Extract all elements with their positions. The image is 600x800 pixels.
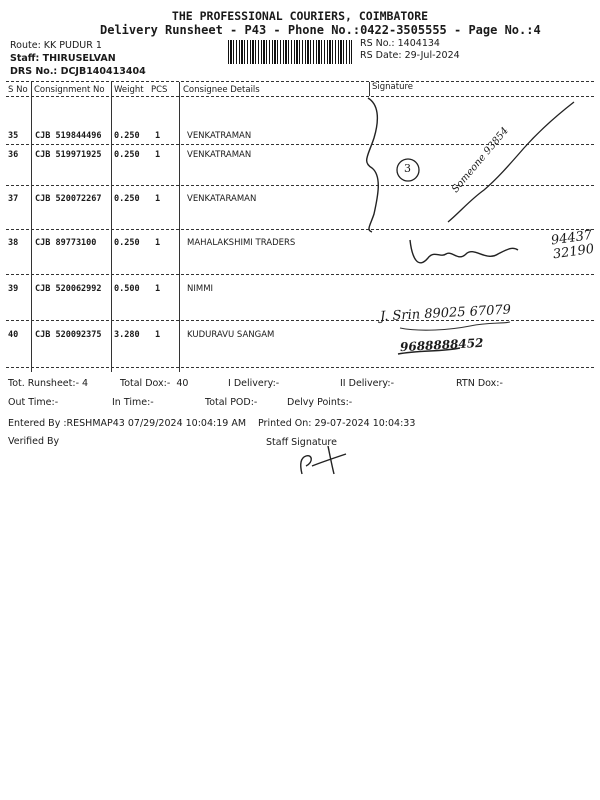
row-weight: 3.280: [114, 330, 140, 340]
row-sno: 36: [8, 150, 19, 160]
row-consignment: CJB 519844496: [35, 131, 102, 141]
company-name: THE PROFESSIONAL COURIERS, COIMBATORE: [171, 9, 429, 23]
row-weight: 0.250: [114, 131, 140, 141]
row-consignment: CJB 520062992: [35, 284, 102, 294]
row-consignment: CJB 519971925: [35, 150, 102, 160]
row-consignee: VENKATRAMAN: [187, 150, 252, 160]
handwritten-phone: 94437 32190: [550, 227, 596, 263]
row-consignment: CJB 520072267: [35, 194, 102, 204]
row-weight: 0.250: [114, 194, 140, 204]
handwritten-phone: 9688888452: [399, 335, 484, 355]
row-consignee: NIMMI: [187, 284, 214, 294]
row-consignee: VENKATARAMAN: [187, 194, 257, 204]
circled-number: 3: [404, 162, 411, 175]
row-pcs: 1: [155, 150, 161, 160]
row-consignee: KUDURAVU SANGAM: [187, 330, 275, 340]
row-weight: 0.250: [114, 150, 140, 160]
row-pcs: 1: [155, 330, 161, 340]
col-header-consignee: Consignee Details: [183, 85, 260, 95]
row-pcs: 1: [155, 284, 161, 294]
handwritten-note: Someone 93854: [450, 125, 511, 196]
entered-by: Entered By :RESHMAP43 07/29/2024 10:04:19 AM: [8, 418, 247, 429]
drs-value: DCJB140413404: [60, 66, 146, 77]
row-sno: 37: [8, 194, 19, 204]
ii-delivery: II Delivery:-: [340, 378, 394, 389]
staff-signature-label: Staff Signature: [266, 437, 337, 448]
rs-date: RS Date: 29-Jul-2024: [360, 50, 460, 61]
col-header-weight: Weight: [114, 85, 144, 95]
row-consignment: CJB 89773100: [35, 238, 97, 248]
row-weight: 0.250: [114, 238, 140, 248]
out-time: Out Time:-: [8, 397, 59, 408]
col-header-pcs: PCS: [151, 85, 168, 95]
drs-label: DRS No.:: [10, 66, 58, 77]
row-sno: 39: [8, 284, 19, 294]
printed-on: Printed On: 29-07-2024 10:04:33: [258, 418, 416, 429]
rs-number: RS No.: 1404134: [360, 38, 440, 49]
row-pcs: 1: [155, 131, 161, 141]
total-dox: Total Dox:- 40: [120, 378, 189, 389]
row-pcs: 1: [155, 194, 161, 204]
rtn-dox: RTN Dox:-: [456, 378, 503, 389]
in-time: In Time:-: [112, 397, 154, 408]
route: Route: KK PUDUR 1: [10, 40, 102, 51]
staff: Staff: THIRUSELVAN: [10, 53, 116, 64]
runsheet-title: Delivery Runsheet - P43 - Phone No.:0422-3505555 - Page No.:4: [100, 23, 541, 37]
row-sno: 35: [8, 131, 19, 141]
handwritten-receiver: J. Srin 89025 67079: [379, 302, 512, 325]
col-header-signature: Signature: [372, 82, 414, 92]
row-consignment: CJB 520092375: [35, 330, 102, 340]
row-pcs: 1: [155, 238, 161, 248]
col-header-sno: S No: [8, 85, 28, 95]
row-sno: 40: [8, 330, 19, 340]
row-sno: 38: [8, 238, 19, 248]
row-consignee: MAHALAKSHIMI TRADERS: [187, 238, 296, 248]
delivery-points: Delvy Points:-: [287, 397, 353, 408]
verified-by: Verified By: [8, 436, 60, 447]
row-consignee: VENKATRAMAN: [187, 131, 252, 141]
total-pod: Total POD:-: [205, 397, 258, 408]
total-runsheet: Tot. Runsheet:- 4: [8, 378, 89, 389]
i-delivery: I Delivery:-: [228, 378, 280, 389]
col-header-consignment: Consignment No: [34, 85, 105, 95]
row-weight: 0.500: [114, 284, 140, 294]
